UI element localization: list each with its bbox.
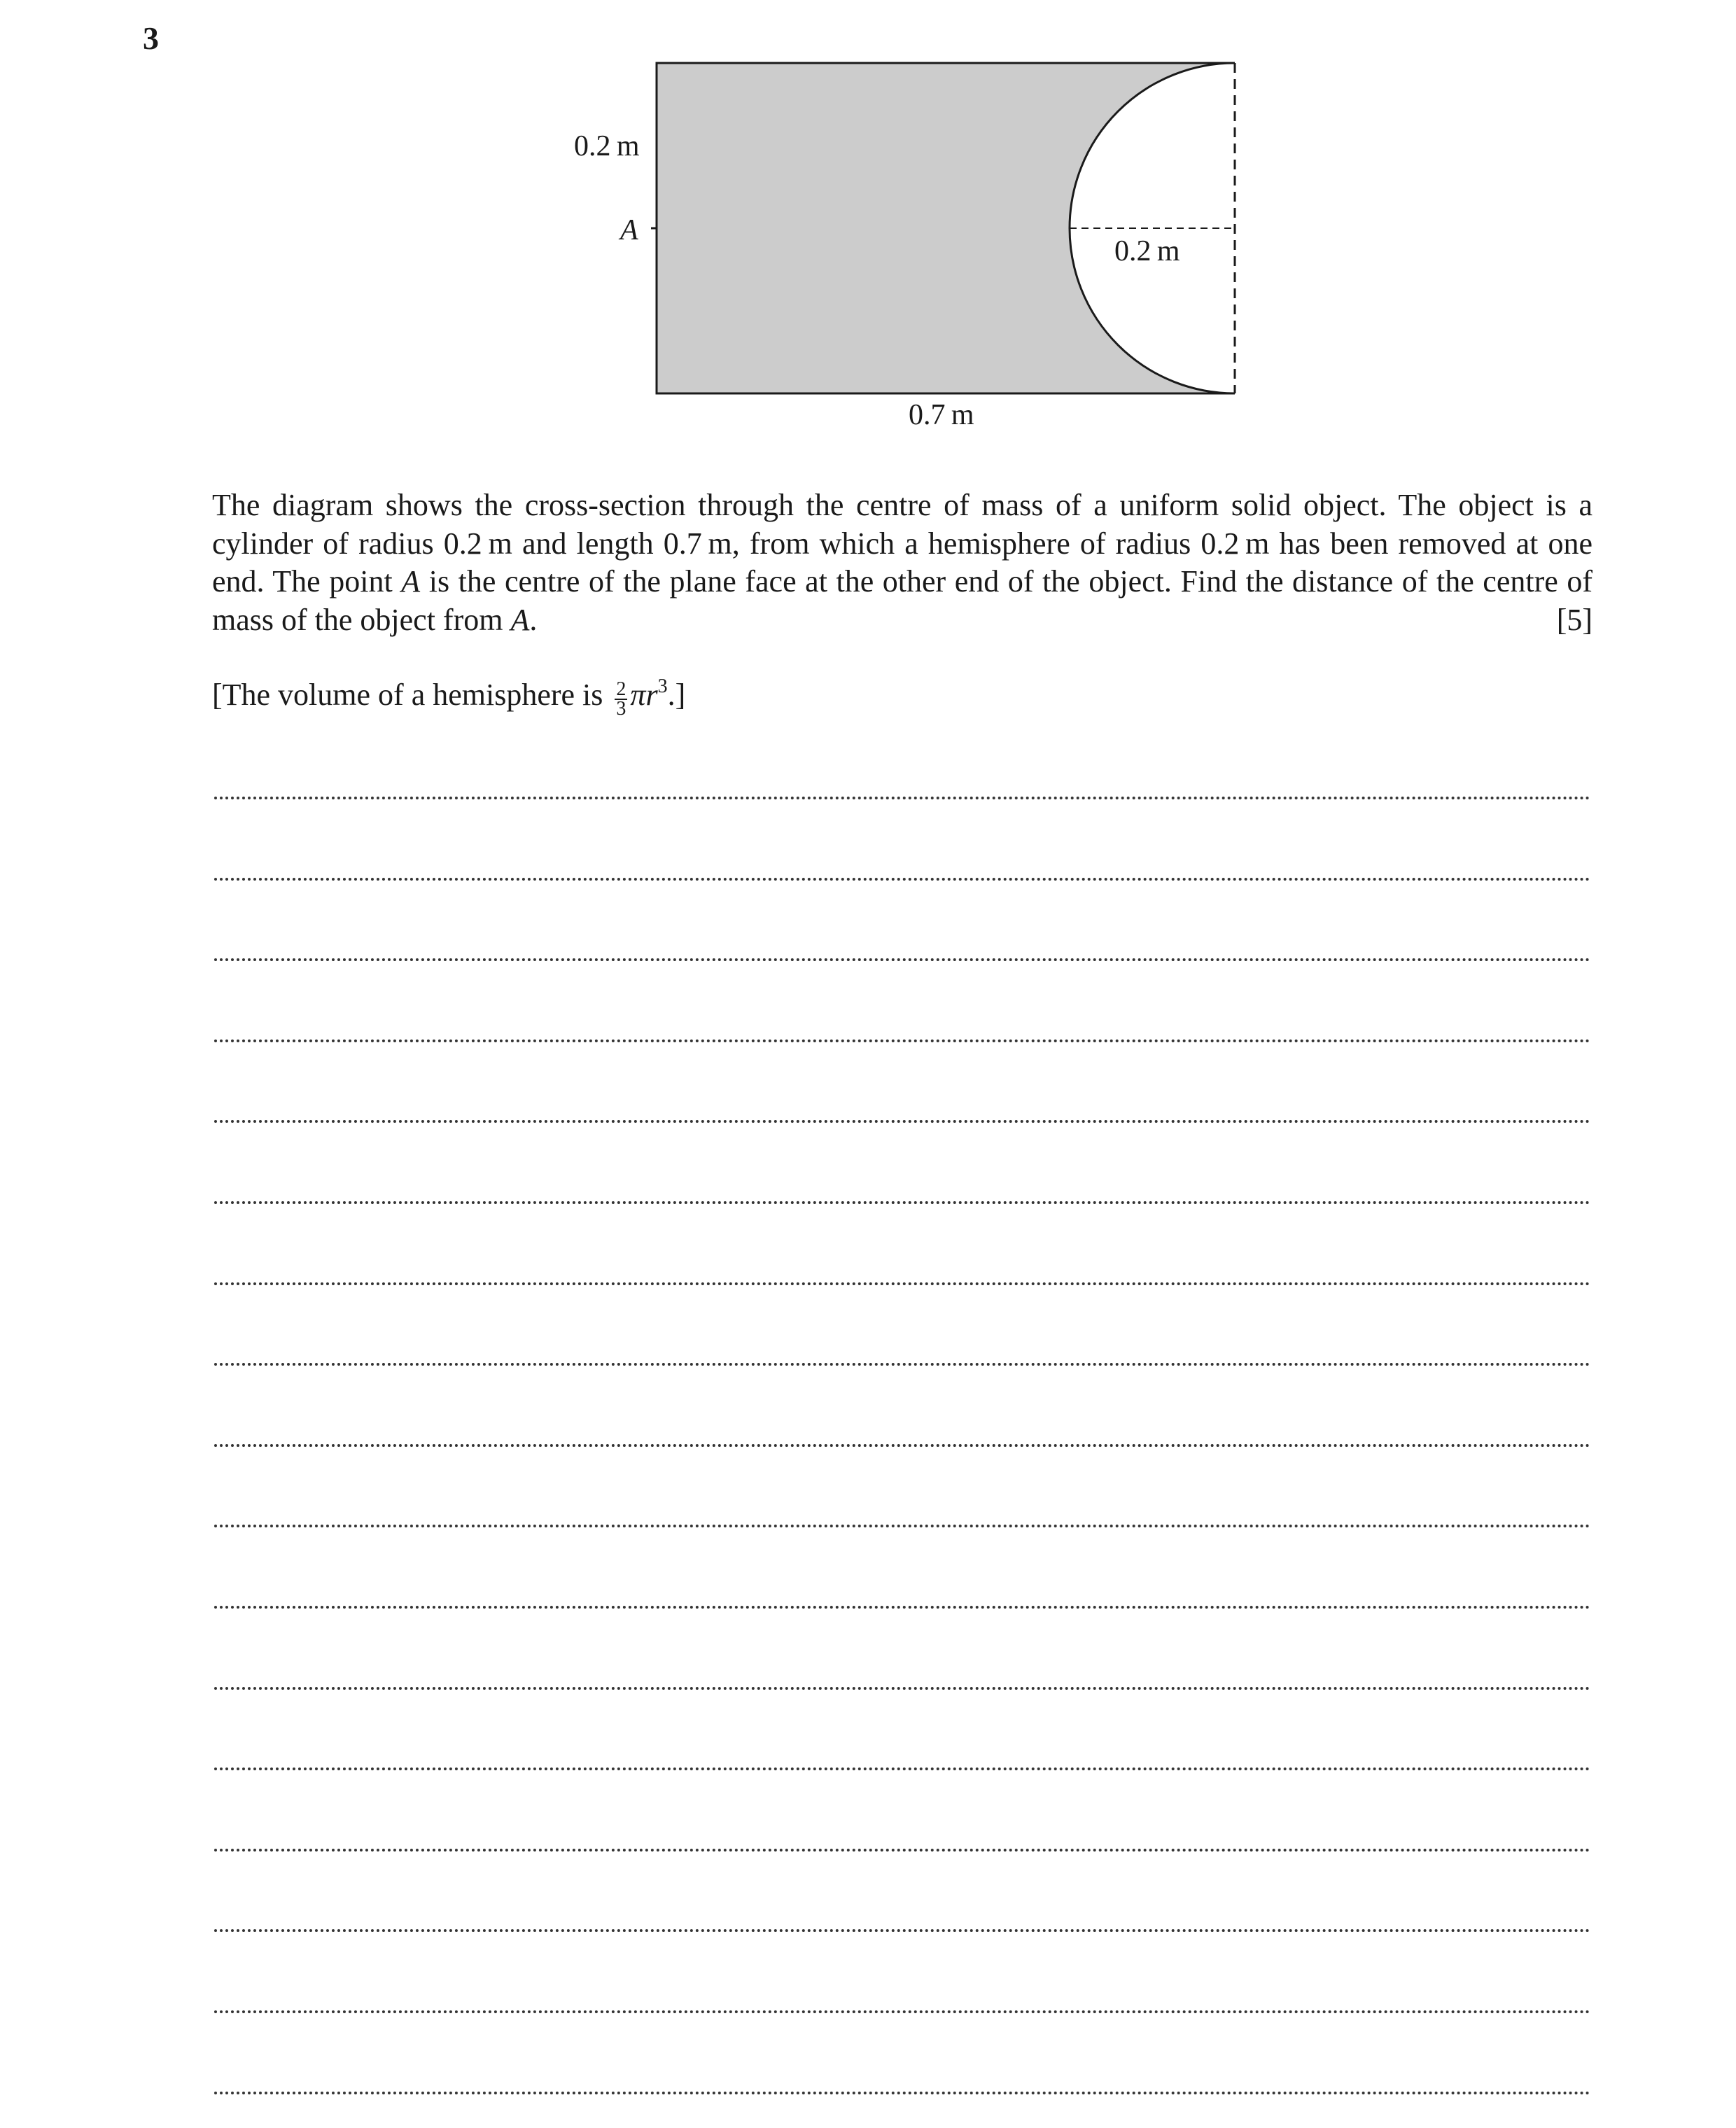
label-radius-inner: 0.2 m <box>1114 235 1180 267</box>
answer-line[interactable] <box>214 1606 1590 1609</box>
answer-line[interactable] <box>214 1120 1590 1123</box>
pi-symbol: π <box>630 678 646 712</box>
answer-line[interactable] <box>214 797 1590 799</box>
question-number: 3 <box>143 20 159 56</box>
point-a-ref-2: A <box>510 602 530 637</box>
answer-line[interactable] <box>214 958 1590 961</box>
answer-line[interactable] <box>214 1849 1590 1851</box>
answer-line[interactable] <box>214 878 1590 881</box>
question-text-part-3: . <box>529 602 538 637</box>
answer-line[interactable] <box>214 1363 1590 1366</box>
answer-line[interactable] <box>214 1687 1590 1690</box>
answer-line[interactable] <box>214 2010 1590 2013</box>
fraction-denominator: 3 <box>616 698 626 720</box>
answer-line[interactable] <box>214 1768 1590 1770</box>
label-length: 0.7 m <box>909 399 974 431</box>
answer-line[interactable] <box>214 1444 1590 1447</box>
label-radius-left: 0.2 m <box>574 130 640 162</box>
marks-badge: [5] <box>1556 602 1592 637</box>
exponent: 3 <box>657 676 668 697</box>
answer-line[interactable] <box>214 2092 1590 2094</box>
point-a-ref-1: A <box>401 564 421 598</box>
question-text-part-2: is the centre of the plane face at the other end of the object. Find the distance of the centre of mass of the object from <box>212 564 1592 637</box>
question-text-part-1: The diagram shows the cross-section through the centre of mass of a uniform solid object. The object is a cylinder of radius 0.2 m and length 0.7 m, from which a hemisphere of radius 0.2 m has been removed at one end. The point <box>212 488 1592 598</box>
answer-line[interactable] <box>214 1040 1590 1042</box>
answer-line[interactable] <box>214 1201 1590 1204</box>
fraction-numerator: 2 <box>616 678 626 700</box>
formula-prefix: [The volume of a hemisphere is <box>212 678 611 712</box>
radius-symbol: r <box>645 678 658 712</box>
answer-line[interactable] <box>214 1282 1590 1285</box>
formula-suffix: .] <box>667 678 686 712</box>
label-point-a: A <box>620 214 638 246</box>
answer-area[interactable] <box>214 0 1590 2128</box>
answer-line[interactable] <box>214 1525 1590 1527</box>
answer-line[interactable] <box>214 1929 1590 1932</box>
